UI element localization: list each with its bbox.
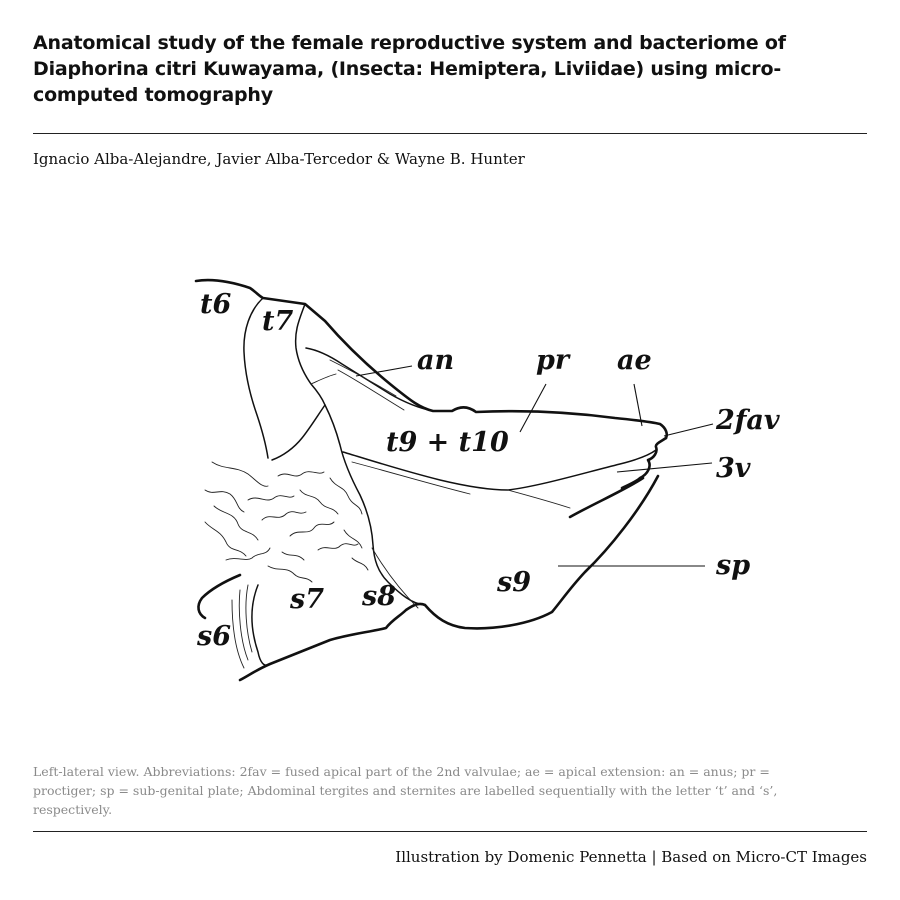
label-2fav: 2fav: [716, 405, 780, 436]
label-t9-t10: t9 + t10: [386, 427, 509, 458]
label-s7: s7: [290, 584, 324, 615]
internal-texture: [205, 462, 368, 582]
fav-tip-outline: [622, 438, 666, 488]
label-s9: s9: [497, 567, 531, 598]
s6-s7-detail: [232, 585, 252, 668]
label-3v: 3v: [716, 453, 751, 484]
label-s8: s8: [362, 581, 396, 612]
t7-lobe: [272, 405, 325, 460]
figure-caption: Left-lateral view. Abbreviations: 2fav = fused apical part of the 2nd valvulae; ae = apical extension: an = anus; pr = proctiger; sp = sub-genital plate; Abdominal tergites and sternites are labelled sequentially with the letter ‘t’ and ‘s’, respectively.: [33, 764, 778, 817]
authors-line: Ignacio Alba-Alejandre, Javier Alba-Tercedor & Wayne B. Hunter: [33, 150, 525, 168]
s6-outline: [198, 575, 240, 618]
label-an: an: [417, 345, 455, 376]
label-sp: sp: [716, 550, 751, 581]
leader-2fav: [664, 424, 713, 436]
figure-title: Anatomical study of the female reproductive system and bacteriome of Diaphorina citri Kuwayama, (Insecta: Hemiptera, Liviidae) using micro-computed tomography: [33, 32, 786, 106]
bottom-divider: [33, 831, 867, 832]
leader-pr: [520, 384, 546, 432]
illustration-credit: Illustration by Domenic Pennetta | Based on Micro-CT Images: [395, 848, 867, 866]
label-t6: t6: [200, 289, 232, 320]
label-ae: ae: [617, 345, 652, 376]
label-t7: t7: [262, 306, 294, 337]
valvula-blade: [570, 478, 643, 517]
s7-division: [252, 585, 270, 665]
label-pr: pr: [536, 345, 570, 376]
leader-3v: [617, 463, 712, 472]
leader-an: [356, 366, 412, 376]
label-s6: s6: [197, 621, 231, 652]
